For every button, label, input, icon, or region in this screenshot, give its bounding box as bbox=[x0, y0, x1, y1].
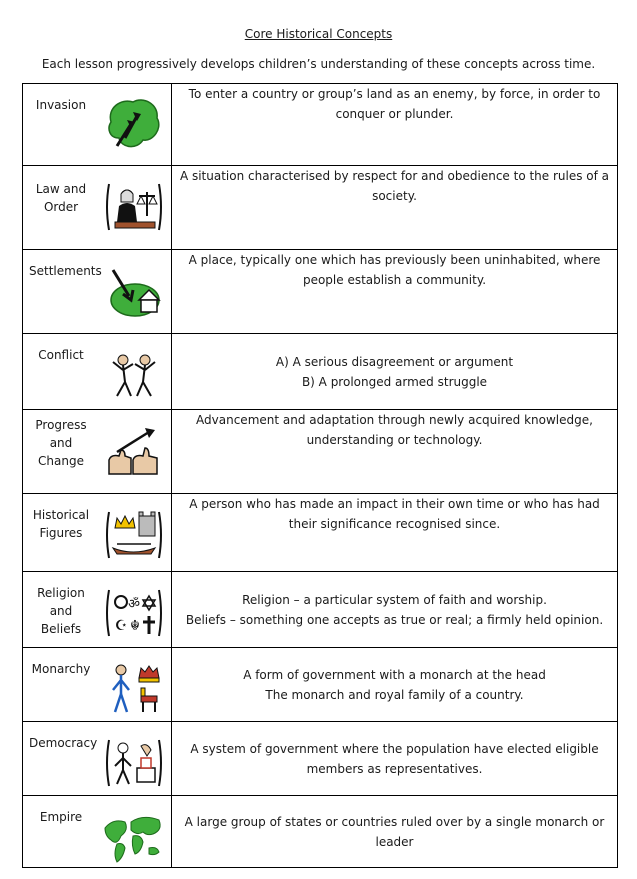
concept-label: Monarchy bbox=[31, 662, 91, 676]
table-row bbox=[23, 250, 618, 334]
table-row bbox=[23, 722, 618, 796]
table-row bbox=[23, 648, 618, 722]
intro-text: Each lesson progressively develops children’s understanding of these concepts across time. bbox=[41, 57, 596, 71]
page-title: Core Historical Concepts bbox=[244, 27, 393, 41]
definition-line: A situation characterised by respect for and obedience to the rules of a society. bbox=[179, 169, 610, 203]
definition-cell bbox=[172, 334, 618, 410]
concept-cell bbox=[23, 572, 172, 648]
monarchy-icon bbox=[103, 658, 165, 720]
religion-and-beliefs-icon bbox=[103, 582, 165, 644]
definition-line: Advancement and adaptation through newly acquired knowledge, understanding or technology. bbox=[196, 413, 593, 447]
definition-line: Beliefs – something one accepts as true or real; a firmly held opinion. bbox=[185, 612, 604, 627]
definition-cell bbox=[172, 250, 618, 334]
table-row bbox=[23, 796, 618, 868]
definition-line: To enter a country or group’s land as an enemy, by force, in order to conquer or plunder. bbox=[188, 87, 601, 121]
definition-cell bbox=[172, 494, 618, 572]
law-and-order-icon bbox=[103, 176, 165, 238]
concept-cell bbox=[23, 648, 172, 722]
table-row bbox=[23, 410, 618, 494]
table-row bbox=[23, 572, 618, 648]
invasion-icon bbox=[103, 94, 165, 156]
concept-label: Invasion bbox=[35, 98, 87, 112]
concept-cell bbox=[23, 722, 172, 796]
historical-figures-icon bbox=[103, 504, 165, 566]
table-row bbox=[23, 494, 618, 572]
definition-cell bbox=[172, 572, 618, 648]
concept-label: Religion and Beliefs bbox=[37, 586, 85, 636]
concept-label: Conflict bbox=[38, 348, 84, 362]
definition-line: The monarch and royal family of a country. bbox=[265, 687, 524, 702]
concept-label: Empire bbox=[39, 810, 83, 824]
empire-icon bbox=[103, 806, 165, 868]
democracy-icon bbox=[103, 732, 165, 794]
svg-text:ॐ: ॐ bbox=[128, 597, 140, 612]
definition-line: A) A serious disagreement or argument bbox=[275, 354, 514, 369]
definition-cell bbox=[172, 796, 618, 868]
concept-label: Settlements bbox=[29, 264, 102, 278]
concept-cell bbox=[23, 166, 172, 250]
svg-text:☪: ☪ bbox=[114, 618, 128, 634]
concept-label: Law and Order bbox=[35, 182, 87, 214]
definition-line: A large group of states or countries ruled over by a single monarch or leader bbox=[184, 814, 605, 849]
concept-label: Historical Figures bbox=[32, 508, 90, 540]
concept-cell bbox=[23, 250, 172, 334]
concept-cell bbox=[23, 494, 172, 572]
definition-line: A system of government where the population have elected eligible members as representatives. bbox=[190, 741, 599, 776]
table-row bbox=[23, 84, 618, 166]
definition-line: A form of government with a monarch at the head bbox=[243, 667, 546, 682]
definition-cell bbox=[172, 648, 618, 722]
definition-cell bbox=[172, 722, 618, 796]
settlements-icon bbox=[103, 260, 165, 322]
concept-label: Progress and Change bbox=[35, 418, 87, 468]
concept-cell bbox=[23, 410, 172, 494]
progress-and-change-icon bbox=[103, 420, 165, 482]
definition-cell bbox=[172, 84, 618, 166]
concept-cell bbox=[23, 84, 172, 166]
definition-cell bbox=[172, 166, 618, 250]
definition-line: A place, typically one which has previously been uninhabited, where people establish a community. bbox=[188, 253, 601, 287]
definition-line: A person who has made an impact in their own time or who has had their significance recognised since. bbox=[189, 497, 600, 531]
definition-line: Religion – a particular system of faith and worship. bbox=[242, 592, 547, 607]
table-row bbox=[23, 334, 618, 410]
definition-line: B) A prolonged armed struggle bbox=[301, 374, 488, 389]
definition-cell bbox=[172, 410, 618, 494]
concept-cell bbox=[23, 334, 172, 410]
concepts-table bbox=[22, 83, 618, 868]
svg-text:☬: ☬ bbox=[130, 618, 140, 634]
concept-cell bbox=[23, 796, 172, 868]
concept-label: Democracy bbox=[29, 736, 98, 750]
table-row bbox=[23, 166, 618, 250]
conflict-icon bbox=[103, 344, 165, 406]
